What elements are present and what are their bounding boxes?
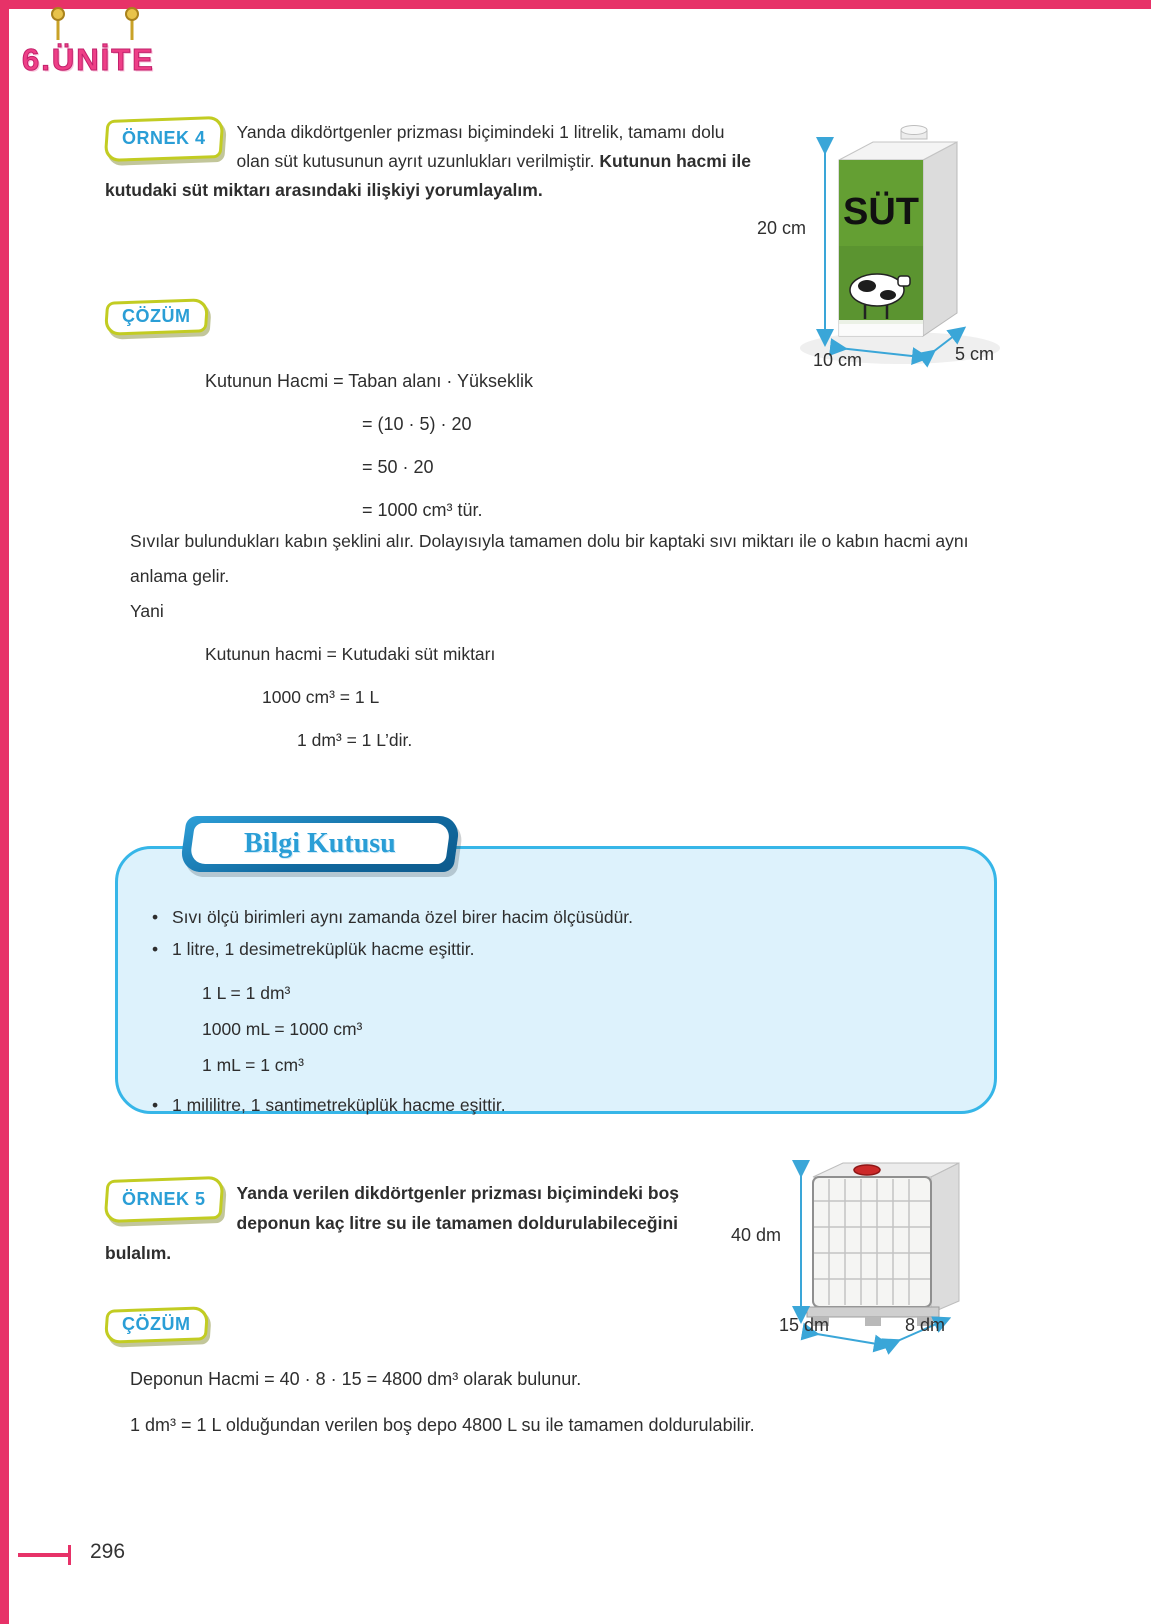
solution5-tag-label: ÇÖZÜM — [122, 1313, 191, 1334]
yani-label: Yani — [130, 601, 164, 621]
example5-paragraph — [105, 1178, 690, 1268]
footer-tick — [68, 1545, 71, 1565]
info-box-tag-inner — [189, 823, 451, 864]
pin-icons — [36, 6, 156, 42]
example5-section — [105, 1178, 690, 1268]
volume-formula-line: Kutunun Hacmi = Taban alanı · Yükseklik — [205, 371, 534, 391]
example4-paragraph — [105, 118, 755, 205]
carton-height-label: 20 cm — [757, 218, 807, 238]
carton-brand-label: SÜT — [843, 191, 919, 233]
milk-carton-icon — [755, 108, 1020, 373]
carton-depth-label: 5 cm — [955, 344, 995, 364]
carton-width-label: 10 cm — [813, 350, 863, 370]
dm3-liter-equality: 1 dm³ = 1 L’dir. — [297, 730, 413, 750]
info-bullet-2: • 1 litre, 1 desimetreküplük hacme eşittir. — [150, 933, 964, 965]
solution5-tag — [104, 1306, 209, 1344]
tank-volume-line: Deponun Hacmi = 40 · 8 · 15 = 4800 dm³ olarak bulunur. — [130, 1369, 582, 1389]
solution4-tag — [104, 298, 209, 336]
info-box — [115, 846, 997, 1114]
unit-badge — [22, 6, 182, 78]
volume-step2: = 50 · 20 — [362, 457, 434, 477]
cm3-liter-equality: 1000 cm³ = 1 L — [262, 687, 380, 707]
info-box-tag — [179, 816, 461, 872]
example4-section — [105, 118, 755, 205]
water-tank-icon — [715, 1155, 1010, 1370]
info-bullet-1: • Sıvı ölçü birimleri aynı zamanda özel birer hacim ölçüsüdür. — [150, 901, 964, 933]
info-eq-3: 1 mL = 1 cm³ — [202, 1055, 304, 1075]
info-box-title: Bilgi Kutusu — [244, 827, 396, 859]
solution5-text — [130, 1366, 755, 1439]
tank-width-label: 15 dm — [779, 1315, 830, 1335]
tank-depth-label: 8 dm — [905, 1315, 946, 1335]
unit-badge-label: 6.ÜNİTE — [22, 42, 155, 77]
solution4-explanation — [130, 524, 1010, 762]
example4-text-bold: Kutunun hacmi ile kutudaki süt miktarı arasındaki ilişkiyi yorumlayalım. — [105, 151, 752, 200]
box-volume-equality: Kutunun hacmi = Kutudaki süt miktarı — [205, 644, 496, 664]
example5-tag-label: ÖRNEK 5 — [122, 1188, 206, 1209]
example4-tag-label: ÖRNEK 4 — [122, 127, 206, 148]
volume-result: = 1000 cm³ tür. — [362, 500, 483, 520]
solution4-tag-label: ÇÖZÜM — [122, 305, 191, 326]
volume-step1: = (10 · 5) · 20 — [362, 414, 472, 434]
milk-carton-figure — [755, 108, 1020, 373]
solution4-math — [205, 360, 533, 532]
page-number: 296 — [90, 1540, 126, 1563]
example4-text: Yanda dikdörtgenler prizması biçimindeki 1 litrelik, tamamı dolu olan süt kutusunun ayrıt uzunlukları verilmiştir. — [236, 122, 725, 171]
tank-height-label: 40 dm — [731, 1225, 782, 1245]
page-border-left — [0, 0, 9, 1624]
info-bullet-3: • 1 mililitre, 1 santimetreküplük hacme eşittir. — [150, 1089, 964, 1121]
example5-tag — [104, 1176, 224, 1223]
water-tank-figure — [715, 1155, 1010, 1370]
footer-line — [18, 1553, 68, 1557]
info-eq-2: 1000 mL = 1000 cm³ — [202, 1019, 363, 1039]
example4-tag — [104, 116, 224, 162]
example5-text-bold: Yanda verilen dikdörtgenler prizması biçimindeki boş deponun kaç litre su ile tamamen doldurulabileceğini bulalım. — [105, 1183, 680, 1263]
liquid-shape-paragraph: Sıvılar bulundukları kabın şeklini alır. Dolayısıyla tamamen dolu bir kaptaki sıvı miktarı ile o kabın hacmi aynı anlama gelir. — [130, 531, 969, 586]
info-eq-1: 1 L = 1 dm³ — [202, 983, 291, 1003]
tank-conclusion-line: 1 dm³ = 1 L olduğundan verilen boş depo 4800 L su ile tamamen doldurulabilir. — [130, 1415, 755, 1435]
